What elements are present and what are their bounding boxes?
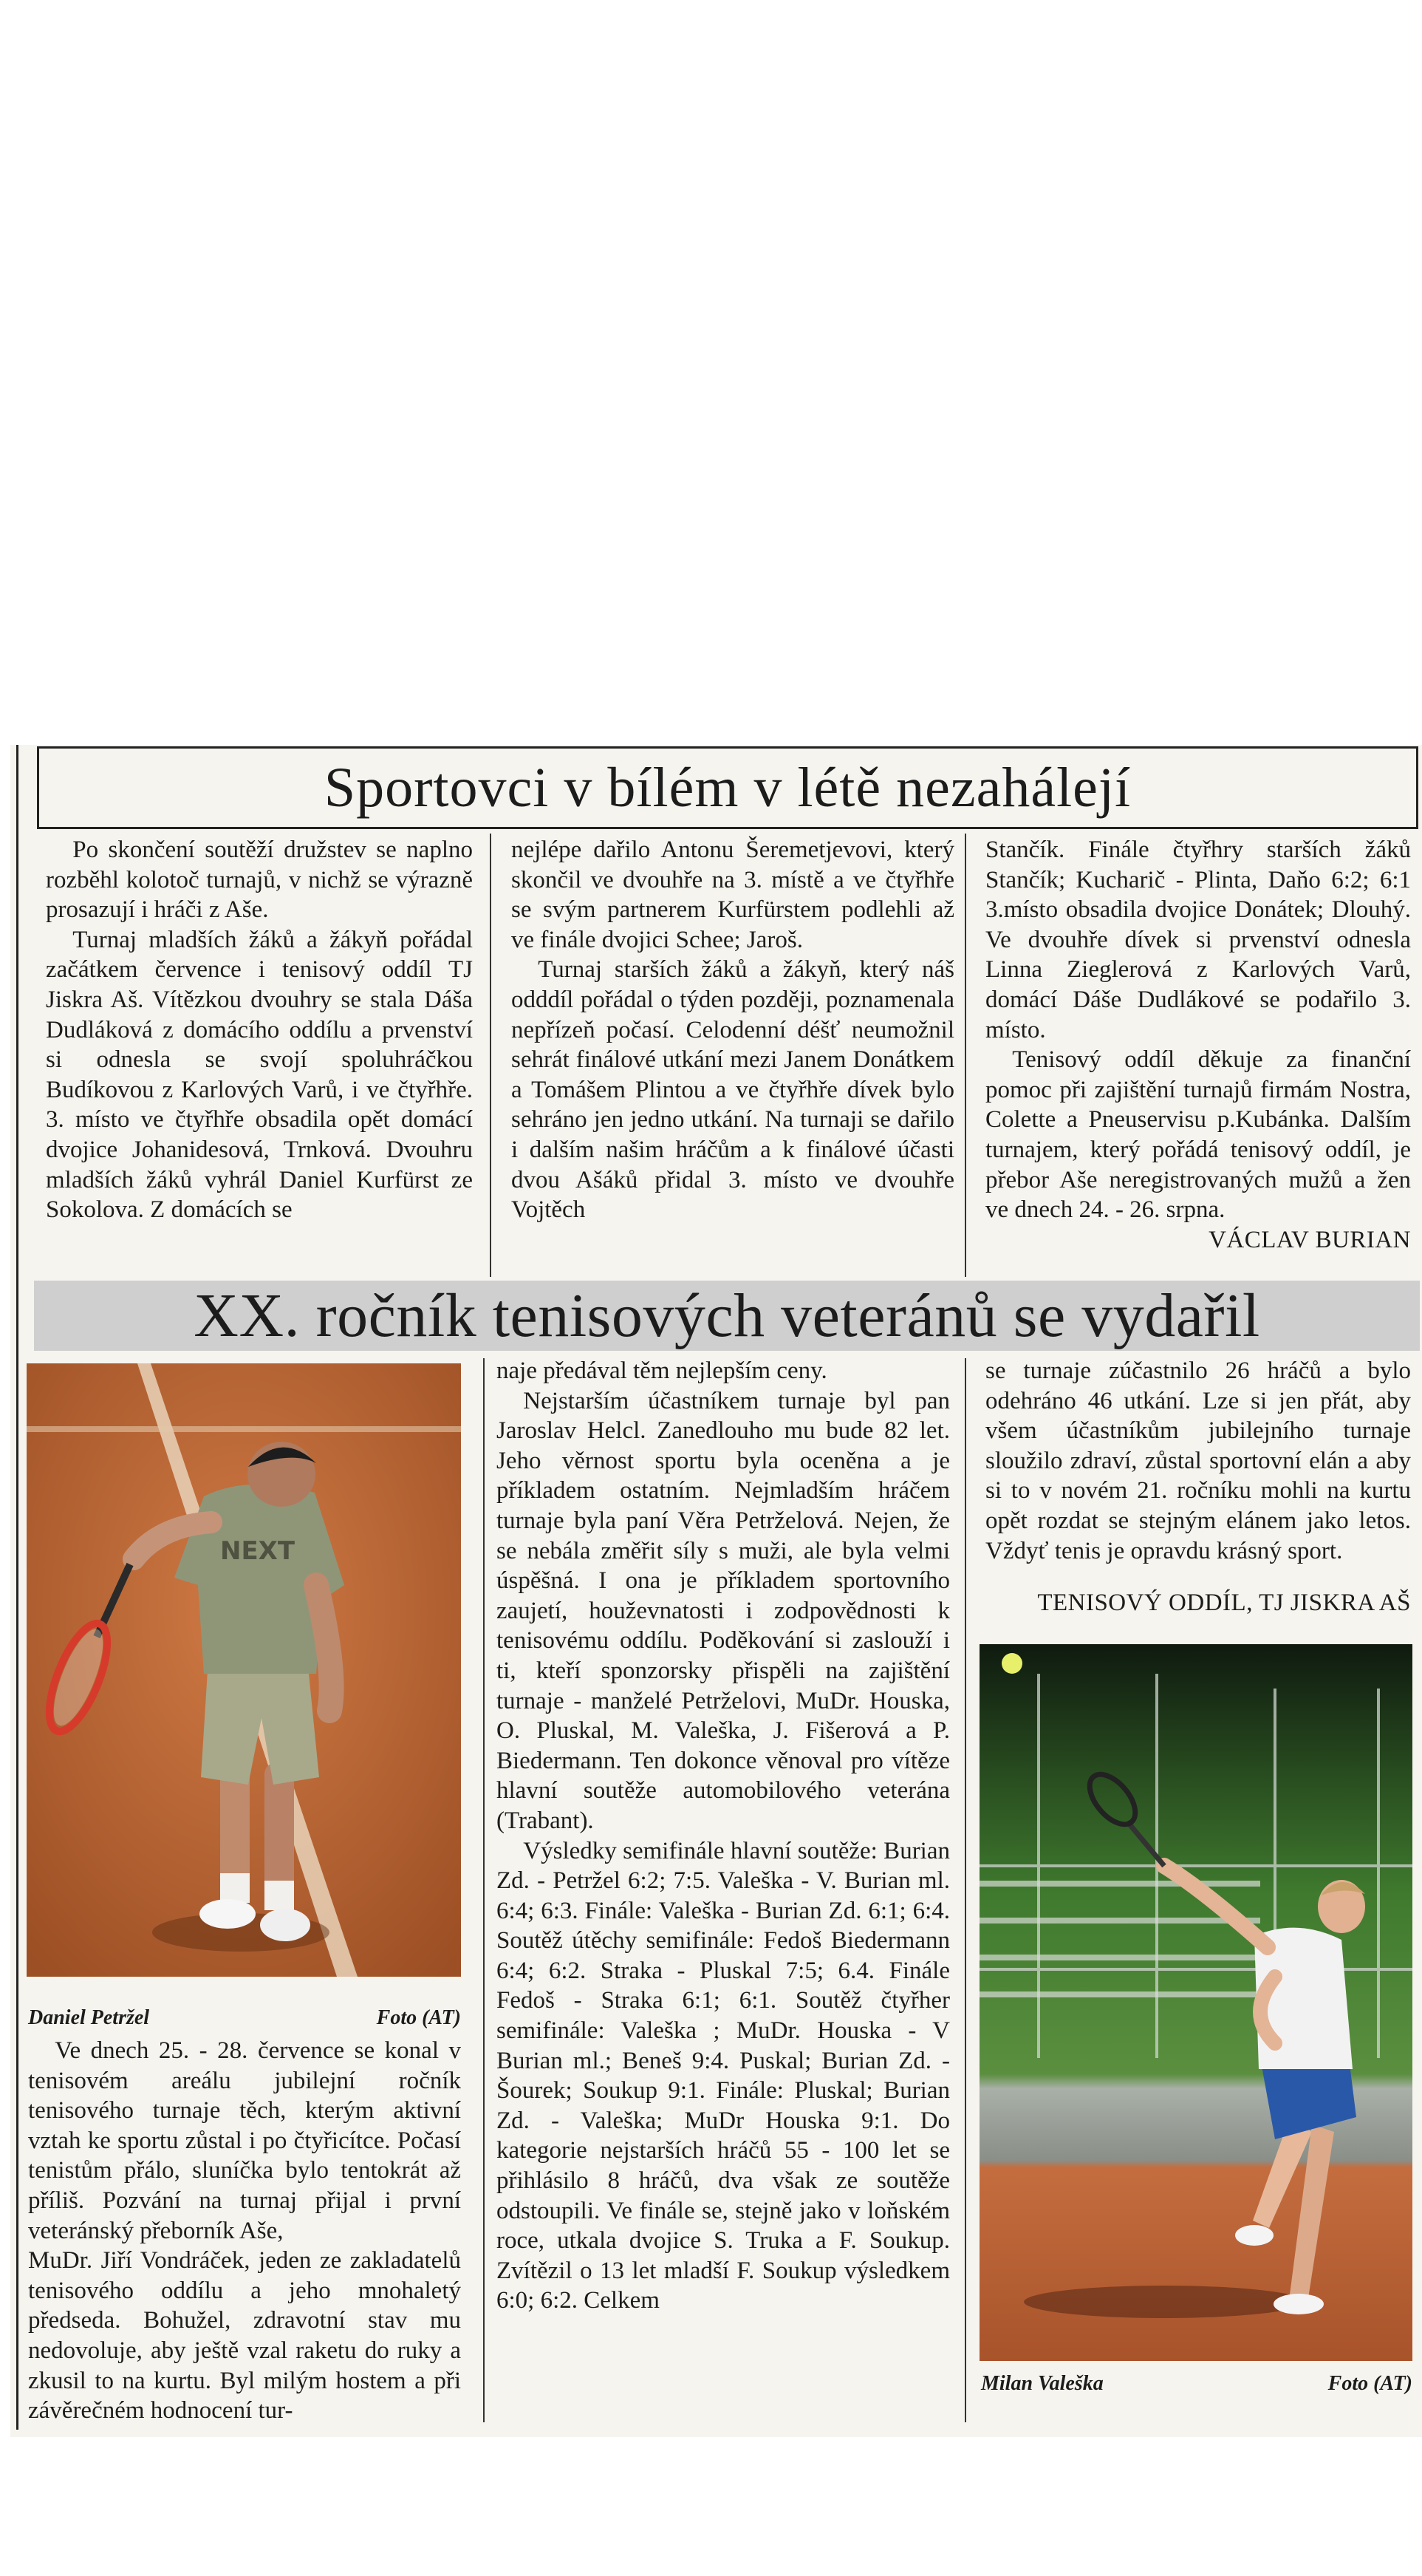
article2-paragraph: MuDr. Jiří Vondráček, jeden ze zakladatelů tenisového oddílu a jeho mnohaletý předseda. Bohužel, zdravotní stav mu nedovoluje, aby ještě vzal raketu do ruky a zkusil to na kurtu. Byl milým hostem a při závěrečném hodnocení tur- — [28, 2247, 461, 2425]
article2-paragraph: naje předával těm nejlepším ceny. — [496, 1357, 827, 1384]
photo-milan-valeska — [980, 1644, 1412, 2361]
article1-paragraph: nejlépe dařilo Antonu Šeremetjevovi, který skončil ve dvouhře na 3. místě a ve čtyřhře se svým partnerem Kurfürstem podlehli až ve finále dvojici Schee; Jaroš. — [511, 836, 954, 953]
article2-headline-box — [34, 1281, 1420, 1351]
photo2-caption-credit: Foto (AT) — [1327, 2372, 1412, 2395]
article1-paragraph: Turnaj mladších žáků a žákyň pořádal začátkem července i tenisový oddíl TJ Jiskra Aš. Vítězkou dvouhry se stala Dáša Dudláková z domácího oddílu a prvenství si odnesla se svojí spoluhráčkou Budíkovou z Karlových Varů, i ve čtyřhře. 3. místo ve čtyřhře obsadila opět domácí dvojice Johanidesová, Trnková. Dvouhru mladších žáků vyhrál Daniel Kurfürst ze Sokolova. Z domácích se — [46, 926, 473, 1224]
article1-headline: Sportovci v bílém v létě nezahálejí — [324, 756, 1132, 819]
article2-column-1 — [28, 2036, 461, 2426]
article1-signature: VÁCLAV BURIAN — [1209, 1226, 1411, 1253]
article1-column-3 — [985, 835, 1411, 1255]
photo-daniel-petrzel — [27, 1363, 461, 1977]
article1-paragraph: Po skončení soutěží družstev se naplno rozběhl kolotoč turnajů, v nichž se výrazně prosazují i hráči z Aše. — [46, 836, 473, 924]
article1-paragraph: Turnaj starších žáků a žákyň, který náš odddíl pořádal o týden později, poznamenala nepřízeň počasí. Celodenní déšť neumožnil sehrát finálové utkání mezi Janem Donátkem a Tomášem Plintou a ve čtyřhře dívek bylo sehráno jen jedno utkání. Na turnaji se dařilo i dalším našim hráčům a k finálové účasti dvou Ašáků přidal 3. místo ve dvouhře Vojtěch — [511, 956, 954, 1224]
article1-paragraph: Tenisový oddíl děkuje za finanční pomoc při zajištění turnajů firmám Nostra, Colette a Pneuservisu p.Kubánka. Dalším turnajem, který pořádá tenisový oddíl, je přebor Aše neregistrovaných mužů a žen ve dnech 24. - 26. srpna. — [985, 1046, 1411, 1224]
article2-paragraph: Ve dnech 25. - 28. července se konal v tenisovém areálu jubilejní ročník tenisového turnaje těch, kterým aktivní vztah ke sportu zůstal i po čtyřicítce. Počasí tenistům přálo, sluníčka bylo tentokrát až příliš. Pozvání na turnaj přijal i první veteránský přeborník Aše, — [28, 2037, 461, 2244]
article2-headline: XX. ročník tenisových veteránů se vydařil — [194, 1281, 1260, 1350]
article2-column-2 — [496, 1356, 950, 2316]
photo1-caption — [28, 2006, 461, 2030]
tennis-player-photo-1 — [27, 1363, 461, 1977]
photo2-caption — [981, 2372, 1412, 2396]
shirt-print: NEXT — [220, 1536, 295, 1566]
photo1-caption-name: Daniel Petržel — [28, 2006, 150, 2029]
article2-paragraph: se turnaje zúčastnilo 26 hráčů a bylo odehráno 46 utkání. Lze si jen přát, aby všem účastníkům jubilejního turnaje sloužilo zdraví, zůstal sportovní elán a aby si to v novém 21. ročníku mohli na kurtu opět rozdat se stejným elánem jako letos. Vždyť tenis je opravdu krásný sport. — [985, 1357, 1411, 1564]
column-divider — [483, 1358, 485, 2422]
article2-paragraph: Nejstarším účastníkem turnaje byl pan Jaroslav Helcl. Zanedlouho mu bude 82 let. Jeho věrnost sportu byla oceněna a je příkladem ostatním. Nejmladším hráčem turnaje byla paní Věra Petrželová. Nejen, že se nebála změřit síly s muži, ale byla velmi úspěšná. I ona je příkladem sportovního zaujetí, houževnatosti i zodpovědnosti k tenisovému oddílu. Poděkování si zaslouží i ti, kteří sponzorsky přispěli na zajištění turnaje - manželé Petrželovi, MuDr. Houska, O. Pluskal, M. Valeška, J. Fišerová a P. Biedermann. Ten dokonce věnoval pro vítěze hlavní soutěže automobilového veterána (Trabant). — [496, 1387, 950, 1834]
photo1-caption-credit: Foto (AT) — [376, 2006, 461, 2029]
article1-headline-box — [37, 746, 1418, 829]
article2-signature: TENISOVÝ ODDÍL, TJ JISKRA AŠ — [1037, 1589, 1411, 1617]
column-divider — [965, 1358, 966, 2422]
article2-column-3 — [985, 1356, 1411, 1618]
tennis-player-photo-2 — [980, 1644, 1412, 2361]
clipping-left-border — [16, 745, 18, 2430]
column-divider — [965, 834, 966, 1277]
article1-column-2 — [511, 835, 954, 1225]
article2-paragraph: Výsledky semifinále hlavní soutěže: Burian Zd. - Petržel 6:2; 7:5. Valeška - V. Burian ml. 6:4; 6:3. Finále: Valeška - Burian Zd. 6:1; 6:4. Soutěž útěchy semifinále: Fedoš Biedermann 6:4; 6:2. Straka - Pluskal 7:5; 6.4. Finále Fedoš - Straka 6:1; 6:1. Soutěž čtyřher semifinále: Valeška ; MuDr. Houska - V Burian ml.; Beneš 9:4. Puskal; Burian Zd. - Šourek; Soukup 9:1. Finále: Pluskal; Burian Zd. - Valeška; MuDr Houska 9:1. Do kategorie nejstarších hráčů 55 - 100 let se přihlásilo 8 hráčů, dva však ze soutěže odstoupili. Ve finále se, stejně jako v loňském roce, utkala dvojice S. Truka a F. Soukup. Zvítězil o 13 let mladší F. Soukup výsledkem 6:0; 6:2. Celkem — [496, 1837, 950, 2314]
photo2-caption-name: Milan Valeška — [981, 2372, 1104, 2395]
article1-column-1 — [46, 835, 473, 1225]
column-divider — [490, 834, 491, 1277]
article1-paragraph: Stančík. Finále čtyřhry starších žáků Stančík; Kucharič - Plinta, Daňo 6:2; 6:1 3.místo obsadila dvojice Donátek; Dlouhý. Ve dvouhře dívek si prvenství odnesla Linna Zieglerová z Karlových Varů, domácí Dáše Dudlákové se podařilo 3. místo. — [985, 836, 1411, 1043]
